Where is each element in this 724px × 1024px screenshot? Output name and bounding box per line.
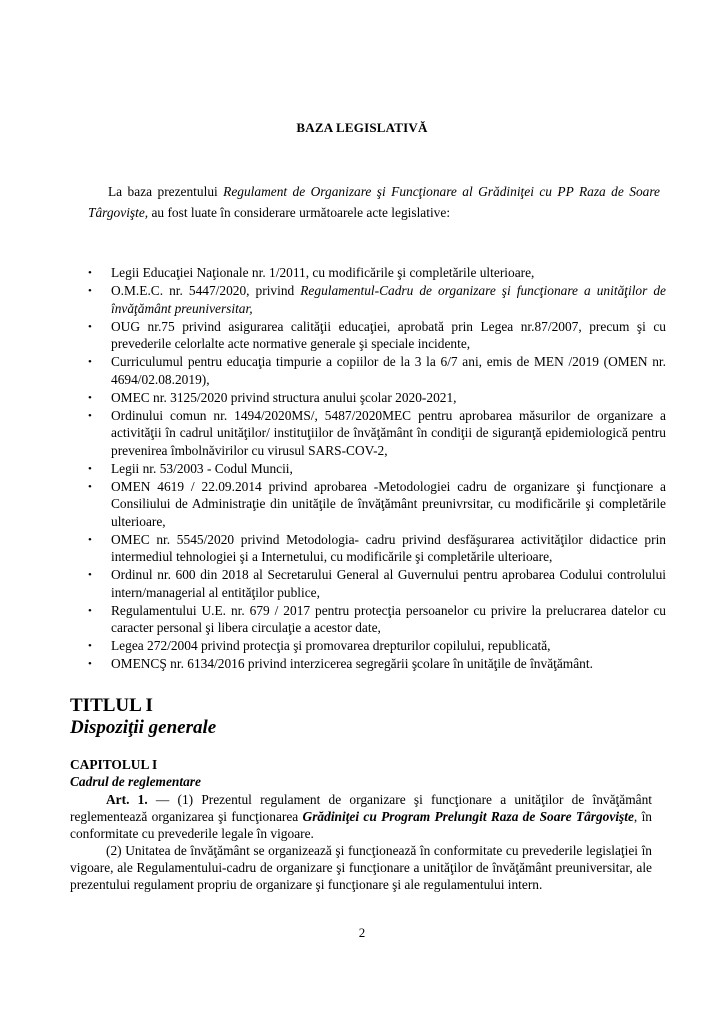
bullet-icon: • [88,391,92,404]
list-item-text: OMENCŞ nr. 6134/2016 privind interzicerea segregării şcolare în unităţile de învăţământ. [111,656,593,671]
list-item-text: Ordinului comun nr. 1494/2020MS/, 5487/2020MEC pentru aprobarea măsurilor de organizare a activităţii în cadrul unităţilor/ instituţiilor de învăţământ în condiţii de siguranţă epidemiologică pentru prevenirea îmbolnăvirilor cu virusul SARS-COV-2, [111,407,666,458]
page-number: 2 [358,925,366,940]
bullet-icon: • [88,267,92,279]
list-item-text: Curriculumul pentru educaţia timpurie a copiilor de la 3 la 6/7 ani, emis de MEN /2019 (OMEN nr. 4694/02.08.2019), [111,354,666,387]
list-item [86,353,666,388]
intro-regulation-name: Regulament de Organizare şi Funcţionare al Grădiniţei cu PP Raza de Soare Târgovişte, [88,184,660,220]
bullet-icon: • [88,569,92,581]
list-item-text: OMEN 4619 / 22.09.2014 privind aprobarea -Metodologiei cadru de organizare şi funcţionare a Consiliului de Administraţie din unităţile de învăţământ preunivrsitar, cu modificările şi completările ulterioare, [111,478,666,529]
article-paragraph-1: Art. 1. — (1) Prezentul regulament de organizare şi funcţionare a unităţilor de învăţământ reglementează organizarea şi funcţionarea Grădiniţei cu Program Prelungit Raza de Soare Târgovişte, în conformitate cu prevederile legale în vigoare. [70,792,652,841]
list-item [86,655,666,673]
list-item [86,264,666,282]
bullet-icon: • [88,320,92,333]
list-item [86,602,666,637]
list-item-text: OUG nr.75 privind asigurarea calităţii educaţiei, aprobată prin Legea nr.87/2007, precum şi cu prevederile celorlalte acte normative generale şi speciale incidente, [111,318,666,351]
list-item-text: Legii Educaţiei Naţionale nr. 1/2011, cu modificările şi completările ulterioare, [111,265,535,280]
list-item-text: Regulamentului U.E. nr. 679 / 2017 pentru protecţia persoanelor cu privire la prelucrarea datelor cu caracter personal şi libera circulaţie a acestor date, [111,602,666,635]
bullet-icon: • [88,640,92,652]
list-item [86,389,666,407]
list-item-text: OMEC nr. 5545/2020 privind Metodologia- cadru privind desfăşurarea activităţilor didactice prin intermediul tehnologiei şi a Internetului, cu modificările şi completările ulterioare, [111,531,666,564]
intro-text: La baza prezentului [108,184,224,199]
bullet-icon: • [88,480,92,493]
chapter-heading: CAPITOLUL I [70,757,158,772]
list-item [86,407,666,460]
list-item [86,637,666,655]
bullet-icon: • [88,462,92,475]
bullet-icon: • [88,533,92,546]
list-item-emphasis: Regulamentul-Cadru de organizare şi funcţionare a unităţilor de învăţământ preuniversitar, [111,283,666,316]
page-heading: BAZA LEGISLATIVĂ [296,120,428,135]
bullet-icon: • [88,285,92,297]
list-item [86,282,666,317]
list-item [86,318,666,353]
legislation-list [86,264,666,673]
bullet-icon: • [88,658,92,670]
article-label: Art. 1. [106,792,148,807]
list-item-text: O.M.E.C. nr. 5447/2020, privind [111,283,301,298]
title-subheading: Dispoziţii generale [70,717,217,738]
list-item-text: Legii nr. 53/2003 - Codul Muncii, [111,460,293,476]
list-item [86,478,666,531]
list-item [86,531,666,566]
title-heading: TITLUL I [70,695,153,716]
list-item [86,460,666,478]
chapter-subheading: Cadrul de reglementare [70,774,201,789]
intro-text-end: au fost luate în considerare următoarele acte legislative: [148,205,451,220]
article-body [70,791,652,893]
list-item [86,566,666,601]
list-item-text: Ordinul nr. 600 din 2018 al Secretarului General al Guvernului pentru aprobarea Codului controlului intern/managerial al entităţilor publice, [111,567,666,600]
intro-paragraph [88,181,660,223]
list-item-text: OMEC nr. 3125/2020 privind structura anului şcolar 2020-2021, [111,389,457,405]
bullet-icon: • [88,604,92,617]
institution-name: Grădiniţei cu Program Prelungit Raza de Soare Târgovişte [302,809,634,824]
article-paragraph-2: (2) Unitatea de învăţământ se organizează şi funcţionează în conformitate cu prevederile legislaţiei în vigoare, ale Regulamentului-cadru de organizare şi funcţionare a unităţilor de învăţământ preuniversitar, ale prezentului regulament propriu de organizare şi funcţionare şi ale regulamentului intern. [70,843,652,892]
list-item-text: Legea 272/2004 privind protecţia şi promovarea drepturilor copilului, republicată, [111,638,551,653]
bullet-icon: • [88,409,92,422]
bullet-icon: • [88,356,92,368]
